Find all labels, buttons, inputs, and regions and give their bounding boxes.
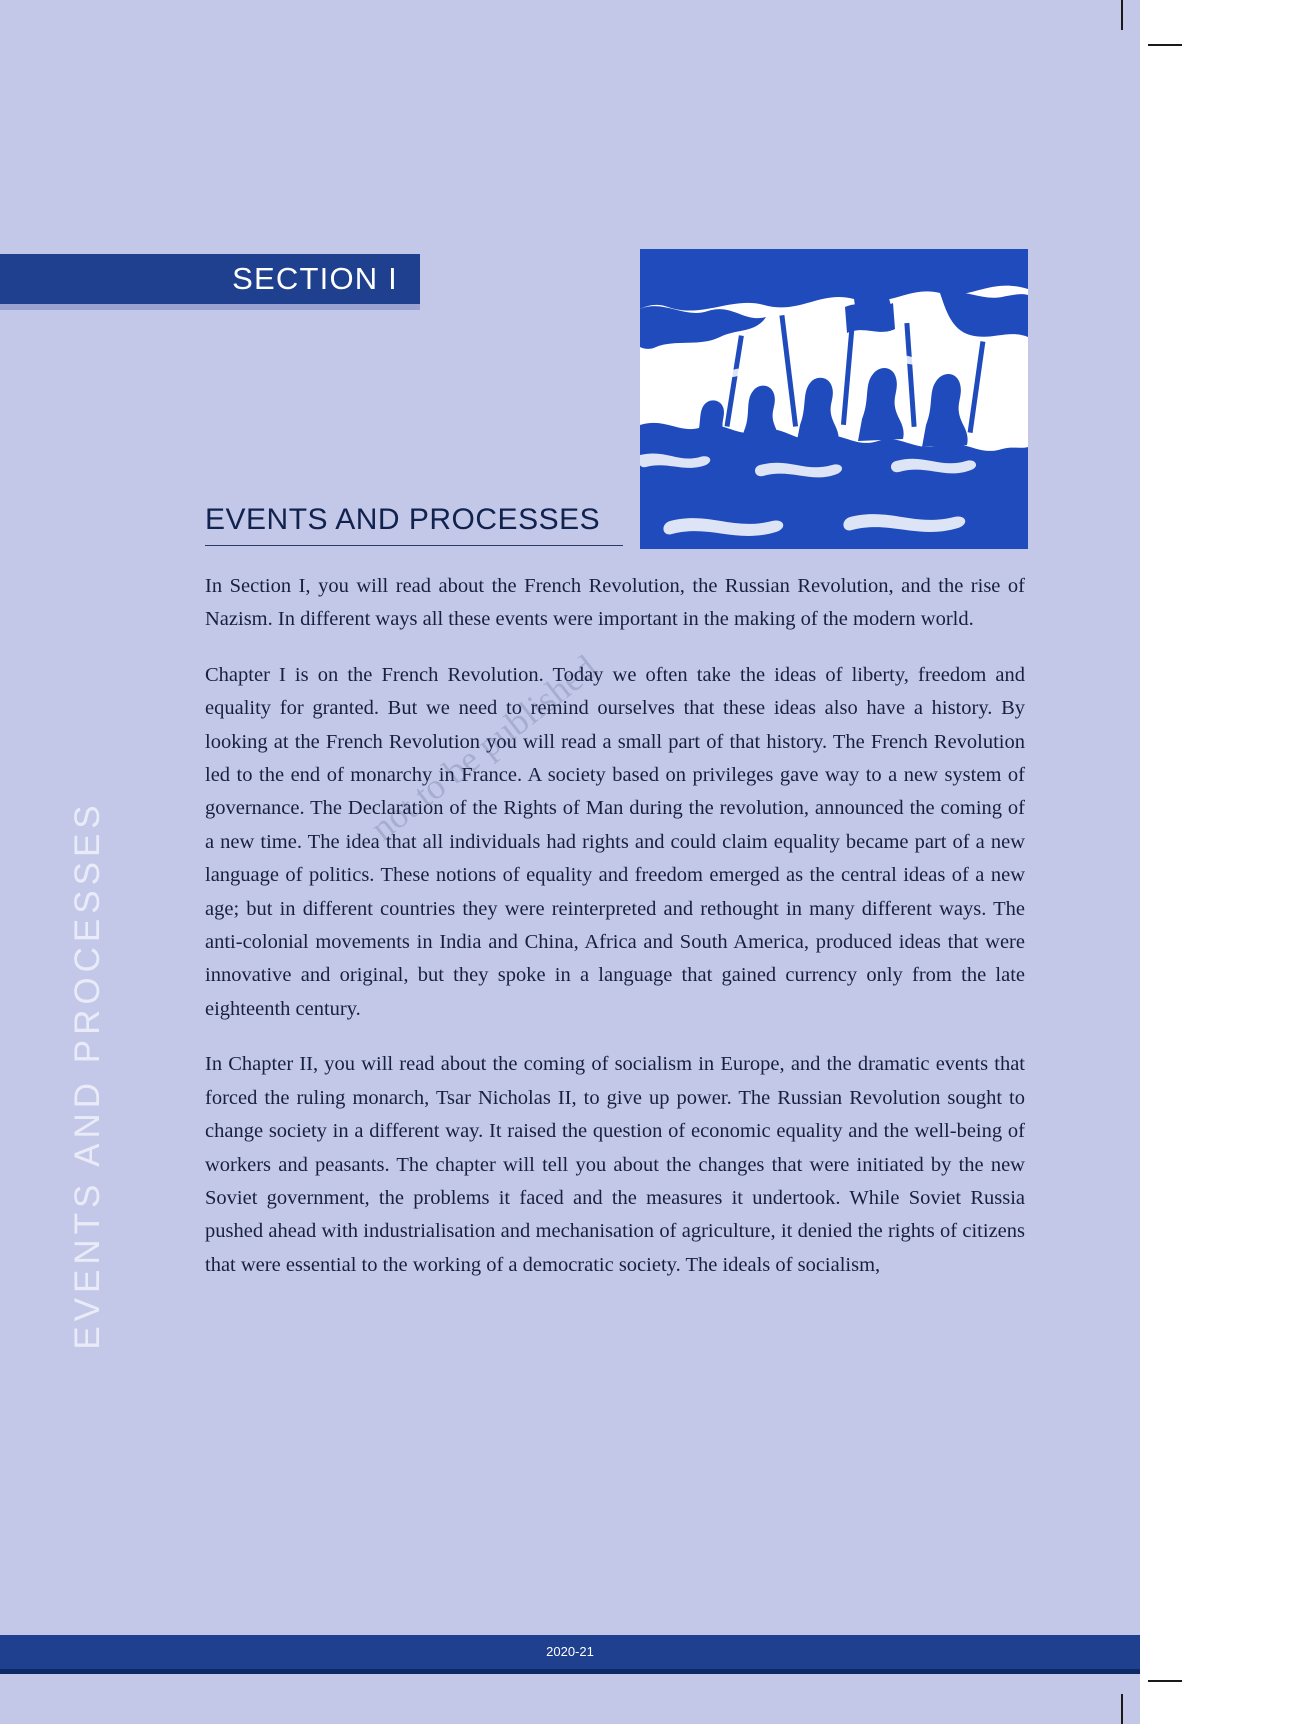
paragraph: In Chapter II, you will read about the coming of socialism in Europe, and the dramatic events that forced the ruling monarch, Tsar Nicholas II, to give up power. The Russian Revolution sought to change society in a different way. It raised the question of economic equality and the well-being of workers and peasants. The chapter will tell you about the changes that were initiated by the new Soviet government, the problems it faced and the measures it undertook. While Soviet Russia pushed ahead with industrialisation and mechanisation of agriculture, it denied the rights of citizens that were essential to the working of a democratic society. The ideals of socialism,: [205, 1053, 1025, 1276]
crop-mark-bottom-vertical: [1121, 1694, 1123, 1724]
footer-underline: [0, 1669, 1140, 1674]
crop-mark-top-vertical: [1121, 0, 1123, 30]
section-banner-label: SECTION I: [232, 261, 398, 296]
page-title-rule: [205, 545, 623, 546]
paragraph: In Section I, you will read about the French Revolution, the Russian Revolution, and the rise of Nazism. In different ways all these events were important in the making of the modern world.: [205, 575, 1025, 631]
crop-mark-bottom-horizontal: [1148, 1680, 1182, 1682]
watermark: not to be published: [363, 647, 605, 849]
page-title-text: EVENTS AND PROCESSES: [205, 503, 601, 536]
page-title: [205, 503, 625, 546]
section-banner: [0, 254, 420, 304]
page-gutter: [1140, 0, 1312, 1724]
crop-mark-top-horizontal: [1148, 44, 1182, 46]
paragraph: Chapter I is on the French Revolution. Today we often take the ideas of liberty, freedom and equality for granted. But we need to remind ourselves that these ideas also have a history. By looking at the French Revolution you will read a small part of that history. The French Revolution led to the end of monarchy in France. A society based on privileges gave way to a new system of governance. The Declaration of the Rights of Man during the revolution, announced the coming of a new time. The idea that all individuals had rights and could claim equality became part of a new language of politics. These notions of equality and freedom emerged as the central ideas of a new age; but in different countries they were reinterpreted and rethought in many different ways. The anti-colonial movements in India and China, Africa and South America, produced ideas that were innovative and original, but they spoke in a language that gained currency only from the late eighteenth century.: [205, 663, 1025, 1020]
vertical-running-title: EVENTS AND PROCESSES: [68, 800, 107, 1350]
french-revolution-illustration: [640, 249, 1028, 549]
body-text: [205, 570, 1025, 1282]
section-banner-shadow: [0, 304, 420, 310]
footer-year-label: 2020-21: [546, 1644, 594, 1659]
